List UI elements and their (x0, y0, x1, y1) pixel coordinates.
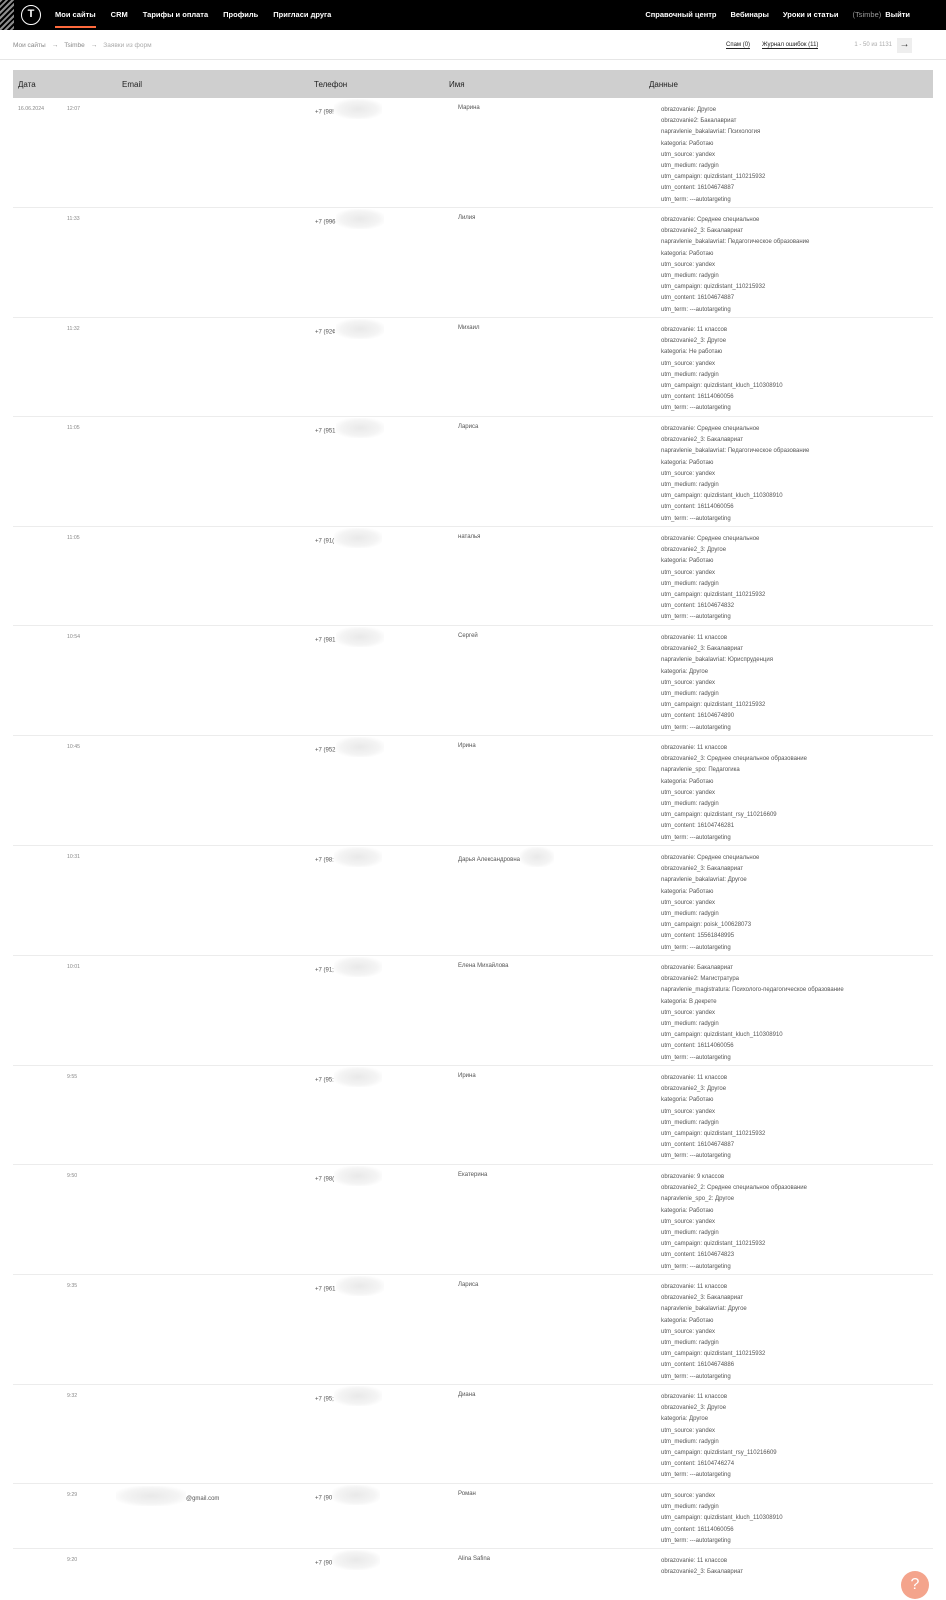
redacted-blur (336, 319, 384, 339)
error-log-link[interactable]: Журнал ошибок (11) (762, 41, 819, 48)
row-data-line: utm_content: 16104746274 (661, 1461, 735, 1468)
column-header-name[interactable]: Имя (449, 80, 465, 89)
row-data-line: obrazovanie2_3: Бакалавриат (661, 228, 744, 235)
row-time: 11:05 (67, 535, 80, 541)
row-phone (315, 743, 384, 757)
row-data-line: utm_campaign: quizdistant_kluch_110308910 (661, 1515, 783, 1522)
row-time: 12:07 (67, 106, 80, 112)
table-row[interactable] (13, 846, 933, 956)
row-data-line: utm_medium: radygin (661, 162, 719, 169)
row-data (661, 1491, 783, 1547)
row-phone (315, 633, 384, 647)
nav-lessons[interactable]: Уроки и статьи (782, 10, 839, 19)
row-data-line: obrazovanie2: Бакалавриат (661, 118, 737, 125)
row-data-line: utm_source: yandex (661, 899, 716, 906)
help-button[interactable]: ? (901, 1571, 929, 1599)
row-data-line: kategoria: Другое (661, 668, 709, 675)
row-data (661, 424, 809, 525)
row-data-line: obrazovanie: Другое (661, 107, 717, 113)
table-row[interactable] (13, 98, 933, 208)
row-data-line: utm_medium: radygin (661, 1229, 719, 1236)
nav-left (55, 0, 331, 30)
row-data-line: utm_campaign: quizdistant_kluch_110308910 (661, 382, 783, 389)
breadcrumb-separator: → (51, 41, 59, 49)
nav-crm[interactable]: CRM (110, 10, 128, 19)
row-time: 9:55 (67, 1074, 78, 1080)
row-name-text: Марина (458, 105, 480, 111)
redacted-blur (334, 528, 382, 548)
row-data-line: kategoria: Работаю (661, 250, 714, 257)
row-name-text: Ирина (458, 743, 476, 749)
row-data-line: utm_source: yandex (661, 569, 716, 576)
row-name-text: Сергей (458, 633, 478, 639)
row-data (661, 215, 809, 316)
row-data-line: utm_content: 16114060056 (661, 394, 734, 401)
table-row[interactable] (13, 208, 933, 318)
redacted-blur (334, 1067, 382, 1087)
row-data (661, 1172, 807, 1273)
breadcrumb-project[interactable]: Tsimbe (64, 41, 85, 49)
row-phone (315, 1491, 380, 1505)
row-phone-text: +7 (951 (315, 428, 336, 435)
row-data-line: obrazovanie2_3: Бакалавриат (661, 646, 744, 653)
row-data-line: utm_source: yandex (661, 1328, 716, 1335)
row-data-line: utm_campaign: quizdistant_110215932 (661, 1351, 766, 1358)
row-name (458, 853, 554, 867)
row-data-line: utm_source: yandex (661, 1108, 716, 1115)
row-time: 9:20 (67, 1557, 78, 1563)
row-data-line: kategoria: Не работаю (661, 349, 723, 356)
row-data-line: utm_term: ---autotargeting (661, 1054, 731, 1061)
row-phone (315, 105, 382, 119)
row-phone (315, 325, 384, 339)
row-name-text: Михаил (458, 325, 480, 331)
row-data-line: utm_term: ---autotargeting (661, 405, 731, 412)
row-time: 10:01 (67, 964, 80, 970)
column-header-email[interactable]: Email (122, 80, 143, 89)
nav-help-center[interactable]: Справочный центр (645, 10, 717, 19)
row-name (458, 963, 509, 969)
row-data-line: obrazovanie2_2: Среднее специальное образование (661, 1185, 807, 1192)
row-name (458, 1491, 476, 1497)
row-time: 11:05 (67, 425, 80, 431)
nav-webinars[interactable]: Вебинары (730, 10, 769, 19)
row-data-line: napravlenie_spo: Педагогика (661, 767, 740, 774)
row-data-line: utm_medium: radygin (661, 1339, 719, 1346)
table-row[interactable] (13, 527, 933, 626)
redacted-blur (332, 1485, 380, 1505)
row-name-text: Екатерина (458, 1172, 488, 1178)
row-data-line: utm_content: 16114060056 (661, 1043, 734, 1050)
row-data-line: utm_content: 16104674823 (661, 1252, 735, 1259)
row-data-line: kategoria: Работаю (661, 888, 714, 895)
row-data-line: kategoria: Работаю (661, 140, 714, 147)
row-name (458, 325, 479, 331)
row-data-line: obrazovanie: 11 классов (661, 1558, 728, 1564)
row-phone-text: +7 (981 (315, 637, 336, 644)
row-phone-text: +7 (95; (315, 1396, 334, 1403)
row-name (458, 1392, 475, 1398)
table-row[interactable] (13, 1275, 933, 1385)
table-row[interactable] (13, 1165, 933, 1275)
row-data-line: utm_term: ---autotargeting (661, 1153, 731, 1160)
row-phone-text: +7 (996 (315, 219, 336, 226)
row-phone (315, 534, 382, 548)
row-data-line: napravlenie_bakalavriat: Юриспруденция (661, 657, 773, 664)
row-data-line: utm_content: 16104674886 (661, 1362, 735, 1369)
row-time: 9:29 (67, 1492, 78, 1498)
row-phone-text: +7 (90 (315, 1560, 333, 1567)
table-body (13, 98, 933, 1600)
row-data-line: kategoria: Работаю (661, 1097, 714, 1104)
row-data-line: obrazovanie: Среднее специальное (661, 217, 760, 223)
row-name (458, 1282, 478, 1288)
row-name-text: Alina Safina (458, 1556, 491, 1562)
row-data-line: obrazovanie: Среднее специальное (661, 426, 760, 432)
row-data-line: utm_campaign: quizdistant_110215932 (661, 702, 766, 709)
row-data-line: obrazovanie2_3: Другое (661, 1086, 727, 1093)
row-data-line: utm_content: 16114060056 (661, 1526, 734, 1533)
row-name (458, 1556, 490, 1562)
row-time: 9:35 (67, 1283, 78, 1289)
table-row[interactable] (13, 956, 933, 1066)
row-data-line: utm_term: ---autotargeting (661, 614, 731, 621)
row-data-line: utm_term: ---autotargeting (661, 1263, 731, 1270)
row-name (458, 534, 480, 540)
row-data-line: utm_content: 15561848995 (661, 933, 735, 940)
row-data-line: obrazovanie2_3: Бакалавриат (661, 1569, 744, 1576)
row-data-line: utm_source: yandex (661, 1218, 716, 1225)
tilda-logo-icon[interactable]: T (21, 5, 41, 25)
row-data-line: obrazovanie: 11 классов (661, 635, 728, 641)
row-name-text: Елена Михайлова (458, 963, 509, 969)
row-data (661, 105, 765, 206)
row-data-line: napravlenie_bakalavriat: Другое (661, 877, 747, 884)
column-header-date[interactable]: Дата (18, 80, 36, 89)
row-data (661, 1073, 765, 1163)
row-data-line: utm_source: yandex (661, 1493, 716, 1499)
row-data-line: utm_campaign: quizdistant_110215932 (661, 284, 766, 291)
row-data-line: utm_medium: radygin (661, 910, 719, 917)
redacted-blur (336, 737, 384, 757)
column-header-data[interactable]: Данные (649, 80, 678, 89)
row-phone (315, 1556, 380, 1570)
row-data-line: utm_content: 16114060056 (661, 504, 734, 511)
redacted-blur (334, 1166, 382, 1186)
row-time: 10:54 (67, 634, 80, 640)
row-data-line: utm_source: yandex (661, 360, 716, 367)
column-header-phone[interactable]: Телефон (314, 80, 348, 89)
row-time: 10:45 (67, 744, 80, 750)
row-name (458, 743, 476, 749)
row-data-line: utm_source: yandex (661, 1009, 716, 1016)
row-data (661, 325, 783, 415)
row-name-text: Лариса (458, 1282, 479, 1288)
breadcrumb-my-sites[interactable]: Мои сайты (13, 41, 46, 49)
row-data-line: utm_source: yandex (661, 151, 716, 158)
row-name (458, 105, 480, 111)
row-data-line: utm_content: 16104746281 (661, 823, 735, 830)
row-data-line: obrazovanie: Среднее специальное (661, 536, 760, 542)
row-name-text: наталья (458, 534, 481, 540)
row-data (661, 1556, 743, 1578)
row-phone-text: +7 (91( (315, 538, 335, 545)
project-label: (Tsimbe) (852, 10, 882, 19)
row-data (661, 743, 807, 844)
row-name-text: Дарья Александровна (458, 857, 520, 863)
table-row[interactable] (13, 1484, 933, 1549)
redacted-blur (334, 957, 382, 977)
row-data-line: utm_term: ---autotargeting (661, 1472, 731, 1479)
row-data-line: utm_content: 16104674832 (661, 603, 735, 610)
row-data-line: utm_term: ---autotargeting (661, 196, 731, 203)
row-phone (315, 1073, 382, 1087)
row-data-line: obrazovanie: 11 классов (661, 1394, 728, 1400)
row-data-line: utm_medium: radygin (661, 272, 719, 279)
breadcrumb-separator: → (90, 41, 98, 49)
row-data-line: obrazovanie: 9 классов (661, 1174, 725, 1180)
row-email-text: @gmail.com (186, 1496, 220, 1502)
row-data-line: utm_medium: radygin (661, 1438, 719, 1445)
row-phone (315, 853, 382, 867)
breadcrumb (13, 30, 152, 60)
row-phone-text: +7 (91; (315, 967, 334, 974)
row-data-line: napravlenie_bakalavriat: Психология (661, 129, 761, 136)
top-navigation (0, 0, 946, 30)
table-row[interactable] (13, 1066, 933, 1165)
row-data-line: kategoria: Работаю (661, 459, 714, 466)
row-data-line: utm_medium: radygin (661, 1020, 719, 1027)
sub-toolbar (0, 30, 946, 60)
redacted-blur (334, 99, 382, 119)
row-phone (315, 1172, 382, 1186)
pagination-range: 1 - 50 из 1131 (854, 42, 892, 48)
row-name (458, 1073, 476, 1079)
row-phone (315, 424, 384, 438)
row-data-line: utm_source: yandex (661, 789, 716, 796)
row-name (458, 215, 475, 221)
row-name-text: Лилия (458, 215, 476, 221)
row-data-line: utm_term: ---autotargeting (661, 834, 731, 841)
spam-link[interactable]: Спам (0) (726, 41, 751, 48)
row-time: 11:32 (67, 326, 80, 332)
row-data (661, 853, 759, 954)
row-data-line: utm_campaign: quizdistant_110215932 (661, 591, 766, 598)
row-data-line: obrazovanie: 11 классов (661, 327, 728, 333)
row-data-line: kategoria: Другое (661, 1416, 709, 1423)
row-phone (315, 963, 382, 977)
row-data-line: utm_content: 16104674890 (661, 713, 735, 720)
row-data-line: obrazovanie2_3: Другое (661, 547, 727, 554)
row-data-line: obrazovanie2_3: Бакалавриат (661, 1295, 744, 1302)
nav-profile[interactable]: Профиль (223, 10, 259, 19)
row-data (661, 1282, 765, 1383)
row-data-line: obrazovanie2_3: Другое (661, 1405, 727, 1412)
row-data-line: obrazovanie: Бакалавриат (661, 965, 734, 971)
breadcrumb-current: Заявки из форм (103, 41, 152, 49)
row-data-line: utm_term: ---autotargeting (661, 1373, 731, 1380)
row-time: 9:50 (67, 1173, 78, 1179)
redacted-blur (336, 418, 384, 438)
row-data-line: obrazovanie2: Магистратура (661, 976, 740, 983)
row-phone (315, 1392, 382, 1406)
row-time: 10:31 (67, 854, 80, 860)
row-name (458, 1172, 487, 1178)
row-data-line: utm_campaign: quizdistant_kluch_110308910 (661, 1032, 783, 1039)
redacted-blur (116, 1486, 186, 1506)
row-name (458, 633, 478, 639)
row-data-line: utm_term: ---autotargeting (661, 724, 731, 731)
redacted-blur (520, 847, 554, 867)
leads-table (13, 70, 933, 1600)
next-page-button[interactable]: → (897, 38, 912, 53)
row-data-line: utm_medium: radygin (661, 371, 719, 378)
row-phone-text: +7 (952 (315, 747, 336, 754)
nav-tariffs[interactable]: Тарифы и оплата (142, 10, 209, 19)
nav-my-sites[interactable]: Мои сайты (55, 0, 96, 30)
row-data-line: kategoria: В декрете (661, 998, 717, 1005)
row-data-line: utm_term: ---autotargeting (661, 944, 731, 951)
table-row[interactable] (13, 1385, 933, 1484)
pagination (854, 30, 912, 60)
row-data-line: utm_term: ---autotargeting (661, 306, 731, 313)
row-data-line: utm_content: 16104674887 (661, 1142, 735, 1149)
row-phone-text: +7 (98: (315, 857, 334, 864)
row-data-line: utm_campaign: quizdistant_kluch_110308910 (661, 493, 783, 500)
row-data-line: obrazovanie: 11 классов (661, 1284, 728, 1290)
redacted-blur (336, 627, 384, 647)
row-data-line: utm_campaign: quizdistant_110215932 (661, 1130, 766, 1137)
row-data-line: utm_campaign: quizdistant_110215932 (661, 174, 766, 181)
row-data-line: utm_medium: radygin (661, 1119, 719, 1126)
row-data-line: utm_medium: radygin (661, 481, 719, 488)
redacted-blur (334, 847, 382, 867)
row-name (458, 424, 478, 430)
row-name-text: Роман (458, 1491, 476, 1497)
redacted-blur (336, 1276, 384, 1296)
row-data-line: napravlenie_spo_2: Другое (661, 1196, 735, 1203)
row-time: 11:33 (67, 216, 80, 222)
row-data-line: obrazovanie: 11 классов (661, 1075, 728, 1081)
row-email (116, 1492, 219, 1506)
row-data-line: utm_campaign: poisk_100628073 (661, 922, 752, 929)
row-data-line: obrazovanie2_3: Бакалавриат (661, 866, 744, 873)
row-data-line: utm_source: yandex (661, 1427, 716, 1434)
row-data-line: utm_medium: radygin (661, 1504, 719, 1511)
row-data-line: utm_medium: radygin (661, 580, 719, 587)
row-data-line: obrazovanie: 11 классов (661, 745, 728, 751)
row-data-line: napravlenie_bakalavriat: Педагогическое образование (661, 239, 810, 246)
row-data (661, 1392, 777, 1482)
row-name-text: Диана (458, 1392, 476, 1398)
row-data (661, 633, 773, 734)
edge-stripe (0, 0, 14, 30)
table-row[interactable] (13, 1549, 933, 1600)
table-row[interactable] (13, 626, 933, 736)
row-data-line: kategoria: Работаю (661, 558, 714, 565)
row-phone-text: +7 (98( (315, 1176, 335, 1183)
row-data-line: napravlenie_magistratura: Психолого-педагогическое образование (661, 987, 844, 994)
nav-invite-friend[interactable]: Пригласи друга (273, 10, 332, 19)
row-name-text: Лариса (458, 424, 479, 430)
row-name-text: Ирина (458, 1073, 476, 1079)
row-data-line: utm_campaign: quizdistant_rsy_110216609 (661, 1449, 777, 1456)
row-data-line: obrazovanie: Среднее специальное (661, 855, 760, 861)
row-data-line: kategoria: Работаю (661, 1317, 714, 1324)
row-data (661, 963, 844, 1064)
row-phone (315, 1282, 384, 1296)
row-data (661, 534, 765, 624)
row-phone-text: +7 (90 (315, 1495, 333, 1502)
row-data-line: napravlenie_bakalavriat: Другое (661, 1306, 747, 1313)
redacted-blur (334, 1386, 382, 1406)
row-data-line: obrazovanie2_3: Другое (661, 338, 727, 345)
row-data-line: obrazovanie2_3: Бакалавриат (661, 437, 744, 444)
sub-links (726, 30, 818, 60)
row-data-line: kategoria: Работаю (661, 1207, 714, 1214)
row-data-line: utm_content: 16104674887 (661, 295, 735, 302)
row-phone-text: +7 (92¢ (315, 329, 336, 336)
row-data-line: utm_campaign: quizdistant_110215932 (661, 1241, 766, 1248)
table-row[interactable] (13, 417, 933, 527)
nav-right (645, 0, 910, 30)
row-data-line: utm_content: 16104674887 (661, 185, 735, 192)
row-data-line: napravlenie_bakalavriat: Педагогическое образование (661, 448, 810, 455)
row-data-line: utm_term: ---autotargeting (661, 515, 731, 522)
redacted-blur (332, 1550, 380, 1570)
row-data-line: utm_medium: radygin (661, 690, 719, 697)
row-data-line: obrazovanie2_3: Среднее специальное образование (661, 756, 807, 763)
logout-link[interactable]: Выйти (885, 10, 910, 19)
row-time: 9:32 (67, 1393, 78, 1399)
table-row[interactable] (13, 318, 933, 417)
table-row[interactable] (13, 736, 933, 846)
row-phone (315, 215, 384, 229)
row-data-line: utm_term: ---autotargeting (661, 1537, 731, 1544)
row-data-line: utm_campaign: quizdistant_rsy_110216609 (661, 812, 777, 819)
table-header (13, 70, 933, 98)
row-data-line: utm_source: yandex (661, 679, 716, 686)
row-phone-text: +7 (98! (315, 109, 334, 116)
row-data-line: utm_source: yandex (661, 261, 716, 268)
redacted-blur (336, 209, 384, 229)
row-phone-text: +7 (95: (315, 1077, 334, 1084)
row-date: 16.06.2024 (18, 106, 44, 112)
row-data-line: kategoria: Работаю (661, 778, 714, 785)
row-data-line: utm_medium: radygin (661, 800, 719, 807)
row-phone-text: +7 (961 (315, 1286, 336, 1293)
row-data-line: utm_source: yandex (661, 470, 716, 477)
